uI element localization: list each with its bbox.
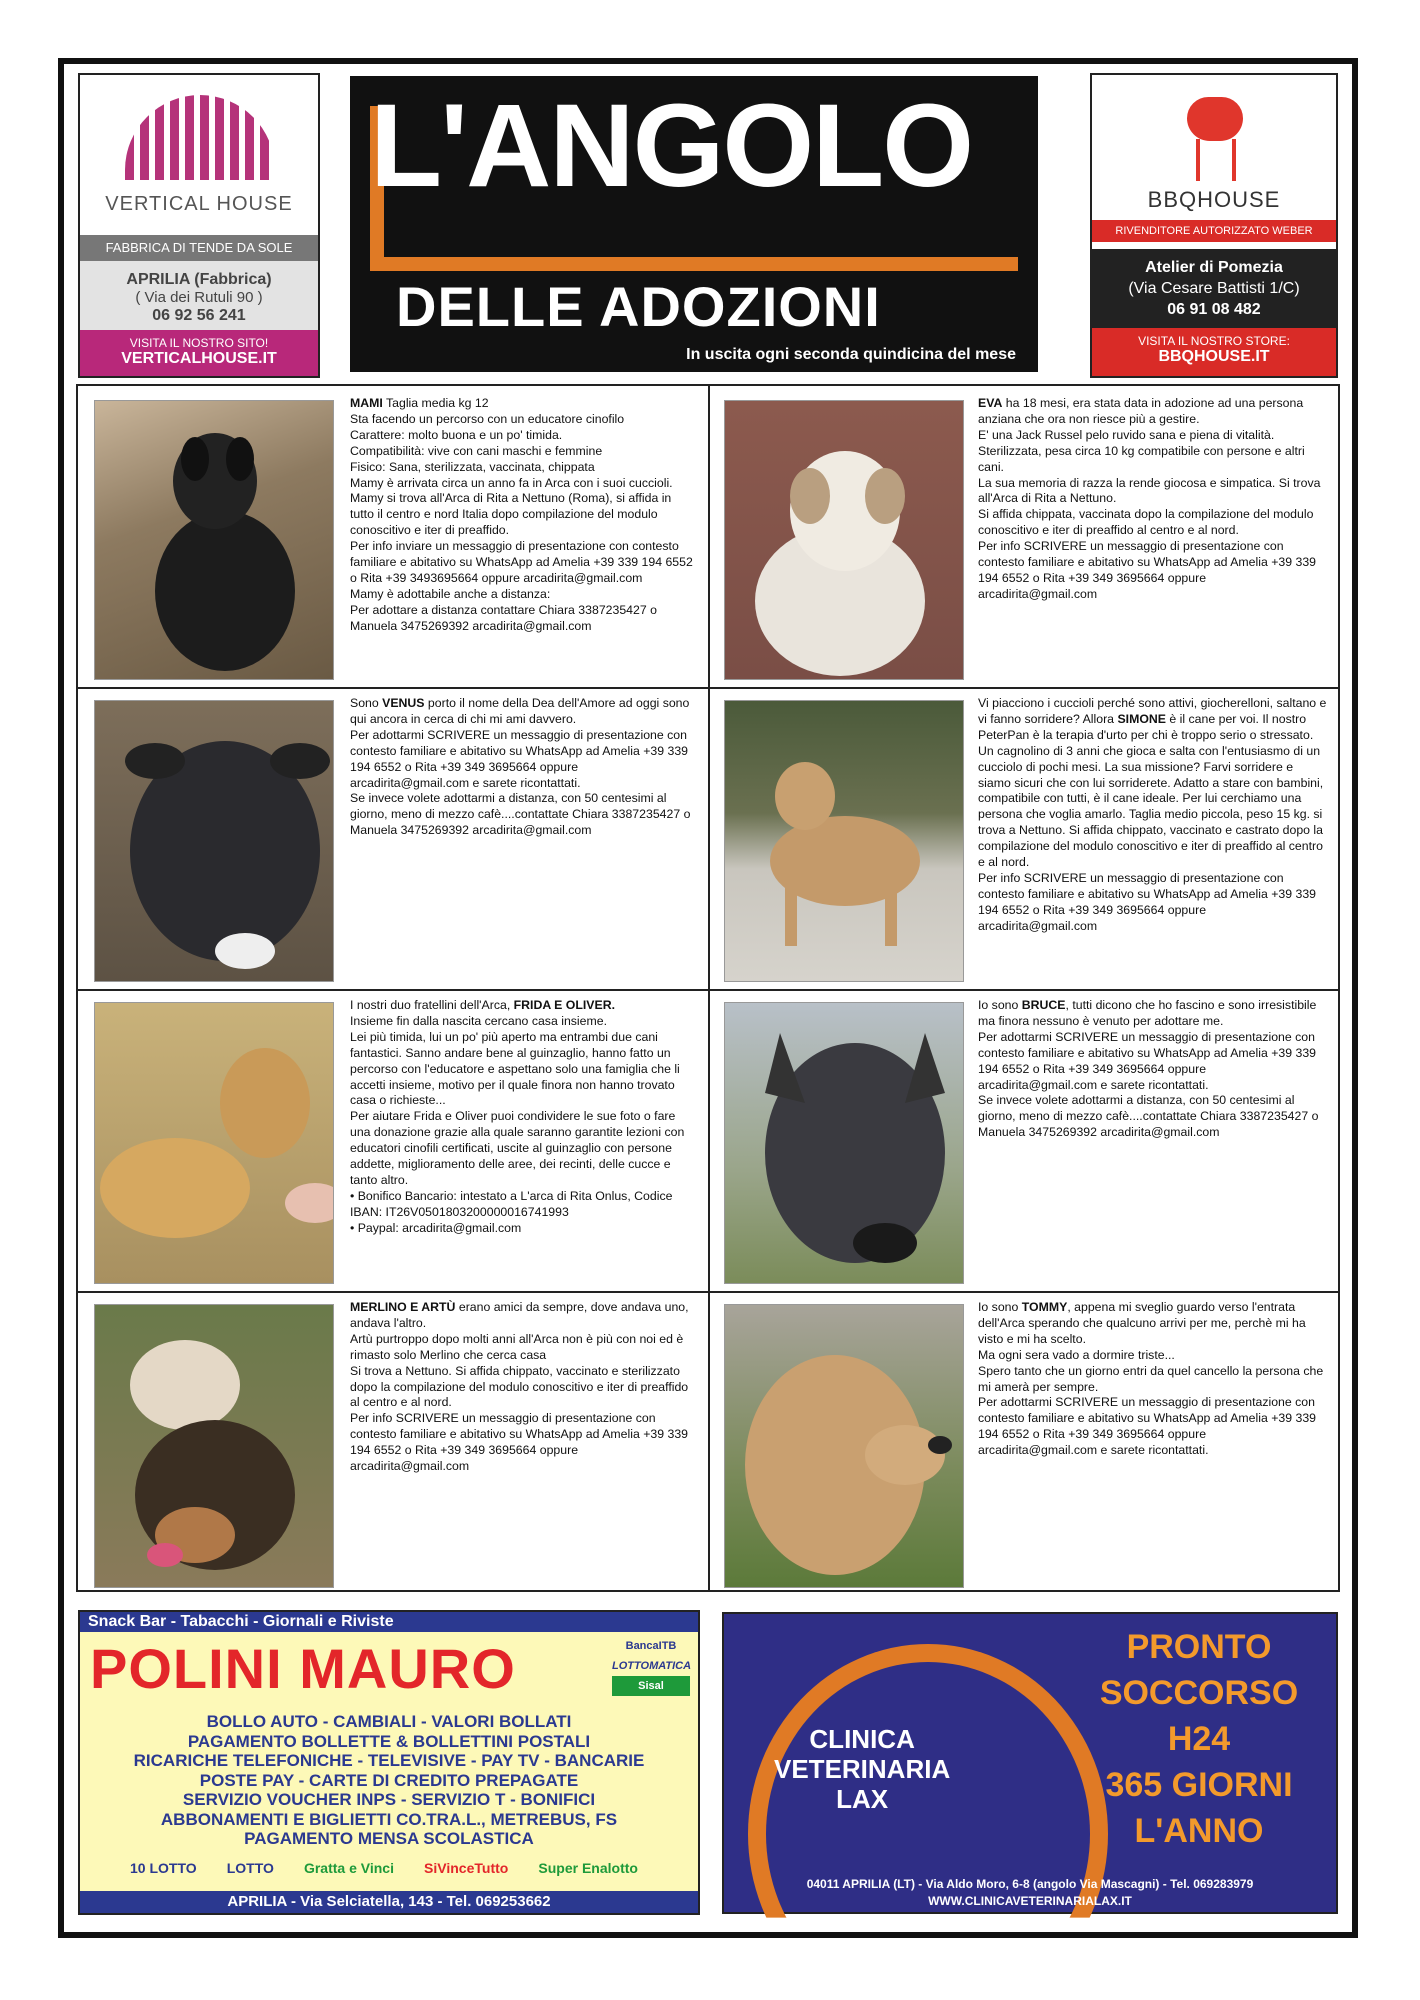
polini-side-logos	[612, 1636, 690, 1696]
bbq-street: (Via Cesare Battisti 1/C)	[1128, 280, 1300, 297]
vertical-house-phone: 06 92 56 241	[152, 307, 246, 324]
dog-photo-simone	[724, 700, 964, 982]
dog-desc-frida-oliver: Insieme fin dalla nascita cercano casa insieme. Lei più timida, lui un po' più aperto ma entrambi due cani fantastici. Sanno andare bene al guinzaglio, hanno fatto un percorso con l'educatore e aspettano solo una famiglia che li accetti insieme, motivo per il quale finora non hanno trovato casa o richieste... Per aiutare Frida e Oliver puoi condividere le sue foto o fare una donazione grazie alla quale saranno garantite lezioni con educatori cinofili certificati, uscite al guinzaglio con persone addette, miglioramento delle aree, dei recinti, delle cucce e tanto altro. • Bonifico Bancario: intestato a L'arca di Rita Onlus, Codice IBAN: IT26V0501803200000016741993 • Paypal: arcadirita@gmail.com	[350, 1013, 685, 1235]
clinic-address-block	[724, 1876, 1336, 1910]
polini-bar: Snack Bar - Tabacchi - Giornali e Riviste	[80, 1612, 698, 1632]
dog-photo-frida-oliver	[94, 1002, 334, 1284]
bbq-tag: RIVENDITORE AUTORIZZATO WEBER	[1092, 220, 1336, 242]
dog-desc-tommy: , appena mi sveglio guardo verso l'entrata dell'Arca sperando che qualcuno arrivi per me, perchè mi ha visto e mi ha scelto. Ma ogni sera vado a dormire triste... Spero tanto che un giorno entri da quel cancello la persona che mi amerà per sempre. Per adottarmi SCRIVERE un messaggio di presentazione con contesto familiare e abitativo su WhatsApp ad Amelia +39 339 194 6552 o Rita +39 349 3695664 oppure arcadirita@gmail.com e sarete ricontattati.	[978, 1300, 1324, 1458]
pronto-line: H24	[1167, 1720, 1231, 1758]
bancaitb-logo: BancaITB	[625, 1640, 677, 1652]
grill-icon	[1187, 97, 1243, 141]
dog-pre-venus: Sono	[350, 696, 383, 710]
service-line: POSTE PAY - CARTE DI CREDITO PREPAGATE	[199, 1770, 579, 1790]
dog-name-frida-oliver: FRIDA E OLIVER.	[513, 998, 615, 1012]
service-line: PAGAMENTO MENSA SCOLASTICA	[244, 1829, 534, 1848]
bbq-visit-label: VISITA IL NOSTRO STORE:	[1138, 334, 1290, 348]
dog-text-bruce	[978, 998, 1328, 1141]
masthead-tagline: In uscita ogni seconda quindicina del mese	[686, 346, 1016, 363]
grid-divider	[78, 1291, 1338, 1293]
dog-name-bruce: BRUCE	[1021, 998, 1066, 1012]
dog-text-tommy	[978, 1300, 1328, 1459]
dog-name-mami: MAMI	[350, 396, 383, 410]
dog-name-merlino-artu: MERLINO E ARTÙ	[350, 1300, 456, 1314]
polini-game-logos	[130, 1860, 638, 1876]
vertical-house-info	[80, 261, 318, 333]
lotto10-logo: 10 LOTTO	[130, 1860, 197, 1876]
pronto-soccorso	[1074, 1624, 1324, 1854]
dog-pre-bruce: Io sono	[978, 998, 1022, 1012]
dog-desc-merlino-artu: erano amici da sempre, dove andava uno, andava l'altro. Artù purtroppo dopo molti anni all'Arca non è più con noi ed è rimasto solo Merlino che cerca casa Si trova a Nettuno. Si affida chippato, vaccinato e sterilizzato dopo la compilazione del modulo conoscitivo e iter di preaffido al centro e al nord. Per info SCRIVERE un messaggio di presentazione con contesto familiare e abitativo su WhatsApp ad Amelia +39 339 194 6552 o Rita +39 349 3695664 oppure arcadirita@gmail.com	[350, 1300, 689, 1474]
vertical-house-street: ( Via dei Rutuli 90 )	[135, 289, 263, 306]
adoption-grid	[76, 384, 1340, 1592]
polini-services	[80, 1712, 698, 1849]
bbq-visit[interactable]	[1092, 328, 1336, 376]
dog-desc-mami: Taglia media kg 12 Sta facendo un percorso con un educatore cinofilo Carattere: molto buona e un po' timida. Compatibilità: vive con cani maschi e femmine Fisico: Sana, sterilizzata, vaccinata, chippata Mamy è arrivata circa un anno fa in Arca con i suoi cuccioli. Mamy si trova all'Arca di Rita a Nettuno (Roma), si affida in tutto il centro e nord Italia dopo compilazione del modulo conoscitivo e iter di preaffido. Per info inviare un messaggio di presentazione con contesto familiare e abitativo su WhatsApp ad Amelia +39 339 194 6552 o Rita +39 3493695664 oppure arcadirita@gmail.com Mamy è adottabile anche a distanza: Per adottare a distanza contattare Chiara 3387235427 o Manuela 3475269392 arcadirita@gmail.com	[350, 396, 693, 633]
service-line: RICARICHE TELEFONICHE - TELEVISIVE - PAY TV - BANCARIE	[133, 1751, 645, 1770]
dog-text-simone	[978, 696, 1328, 935]
clinic-arc-logo	[748, 1644, 1108, 2000]
grid-divider	[78, 687, 1338, 689]
vertical-house-ad[interactable]	[78, 73, 320, 378]
clinic-address: 04011 APRILIA (LT) - Via Aldo Moro, 6-8 (angolo Via Mascagni) - Tel. 069283979	[806, 1877, 1254, 1891]
dog-name-eva: EVA	[978, 396, 1003, 410]
awning-icon	[125, 95, 275, 180]
vertical-house-tag: FABBRICA DI TENDE DA SOLE	[80, 235, 318, 261]
dog-photo-mami	[94, 400, 334, 680]
dog-photo-tommy	[724, 1304, 964, 1588]
dog-photo-venus	[94, 700, 334, 982]
bbq-phone: 06 91 08 482	[1167, 301, 1261, 318]
clinic-name	[774, 1724, 950, 1814]
lottomatica-logo: LOTTOMATICA	[612, 1660, 692, 1672]
sisal-logo: Sisal	[612, 1676, 690, 1696]
dog-desc-bruce: , tutti dicono che ho fascino e sono irresistibile ma finora nessuno è venuto per adottare me. Per adottarmi SCRIVERE un messaggio di presentazione con contesto familiare e abitativo su WhatsApp ad Amelia +39 339 194 6552 o Rita +39 349 3695664 oppure arcadirita@gmail.com e sarete ricontattati. Se invece volete adottarmi a distanza, con 50 centesimi al giorno, meno di mezzo cafè....contattate Chiara 3387235427 o Manuela 3475269392 arcadirita@gmail.com	[978, 998, 1319, 1140]
bbq-house-ad[interactable]	[1090, 73, 1338, 378]
masthead-subtitle: DELLE ADOZIONI	[396, 275, 881, 338]
dog-photo-merlino-artu	[94, 1304, 334, 1588]
masthead	[350, 76, 1038, 372]
grill-leg	[1232, 139, 1236, 181]
clinic-name-line: CLINICA	[809, 1724, 915, 1754]
masthead-accent-horizontal	[370, 257, 1018, 271]
dog-text-venus	[350, 696, 695, 839]
dog-pre-tommy: Io sono	[978, 1300, 1022, 1314]
clinica-lax-ad[interactable]	[722, 1612, 1338, 1914]
dog-name-tommy: TOMMY	[1021, 1300, 1068, 1314]
dog-photo-bruce	[724, 1002, 964, 1284]
clinic-name-line: VETERINARIA	[774, 1754, 951, 1784]
pronto-line: 365 GIORNI	[1105, 1766, 1293, 1804]
bbq-atelier: Atelier di Pomezia	[1145, 259, 1283, 276]
lotto-logo: LOTTO	[226, 1860, 274, 1876]
vertical-house-city: APRILIA (Fabbrica)	[126, 271, 272, 288]
dog-photo-eva	[724, 400, 964, 680]
bbq-site[interactable]: BBQHOUSE.IT	[1158, 348, 1270, 365]
clinic-site[interactable]: WWW.CLINICAVETERINARIALAX.IT	[928, 1894, 1132, 1908]
pronto-line: PRONTO	[1126, 1628, 1272, 1666]
bbq-brand: BBQHOUSE	[1147, 187, 1281, 212]
polini-name: POLINI MAURO	[90, 1637, 516, 1700]
grill-leg	[1196, 139, 1200, 181]
dog-pre-frida-oliver: I nostri duo fratellini dell'Arca,	[350, 998, 514, 1012]
dog-pre-simone: Vi piacciono i cuccioli perché sono attivi, giocherelloni, saltano e vi fanno sorridere? Allora	[978, 696, 1327, 726]
pronto-line: SOCCORSO	[1099, 1674, 1299, 1712]
dog-desc-venus: porto il nome della Dea dell'Amore ad oggi sono qui ancora in cerca di chi mi ami davvero. Per adottarmi SCRIVERE un messaggio di presentazione con contesto familiare e abitativo su WhatsApp ad Amelia +39 339 194 6552 o Rita +39 349 3695664 oppure arcadirita@gmail.com e sarete ricontattati. Se invece volete adottarmi a distanza, con 50 centesimi al giorno, meno di mezzo cafè....contattate Chiara 3387235427 o Manuela 3475269392 arcadirita@gmail.com	[350, 696, 691, 838]
dog-text-eva	[978, 396, 1328, 603]
polini-footer: APRILIA - Via Selciatella, 143 - Tel. 069253662	[80, 1891, 698, 1913]
service-line: PAGAMENTO BOLLETTE & BOLLETTINI POSTALI	[187, 1731, 591, 1751]
dog-text-frida-oliver	[350, 998, 695, 1237]
pronto-line: L'ANNO	[1134, 1812, 1264, 1850]
grid-divider	[78, 989, 1338, 991]
vertical-house-brand: VERTICAL HOUSE	[105, 193, 293, 215]
vertical-house-visit-label: VISITA IL NOSTRO SITO!	[129, 336, 269, 350]
dog-name-venus: VENUS	[382, 696, 425, 710]
dog-desc-simone: è il cane per voi. Il nostro PeterPan è la terapia d'urto per chi è troppo serio o stressato. Un cagnolino di 3 anni che gioca e salta con l'entusiasmo di un cucciolo di pochi mesi. La sua missione? Farvi sorridere e siamo sicuri che con lui sorriderete. Adatto a stare con bambini, compatibile con tutti, è il cane ideale. Per lui cerchiamo una persona che voglia amarlo. Taglia medio piccola, peso 15 kg. si trova a Nettuno. Si affida chippato, vaccinato e castrato dopo la compilazione del modulo conoscitivo e iter di preaffido al centro e al nord. Per info SCRIVERE un messaggio di presentazione con contesto familiare e abitativo su WhatsApp ad Amelia +39 339 194 6552 o Rita +39 349 3695664 oppure arcadirita@gmail.com	[978, 711, 1324, 933]
dog-text-merlino-artu	[350, 1300, 695, 1475]
clinic-name-line: LAX	[836, 1784, 889, 1814]
bbq-info	[1092, 249, 1336, 329]
vertical-house-site[interactable]: VERTICALHOUSE.IT	[121, 350, 277, 367]
dog-text-mami	[350, 396, 695, 635]
sivincetutto-logo: SiVinceTutto	[424, 1860, 509, 1876]
masthead-title: L'ANGOLO	[370, 80, 973, 212]
superenalotto-logo: Super Enalotto	[538, 1860, 638, 1876]
vertical-house-logo	[80, 75, 318, 235]
service-line: ABBONAMENTI E BIGLIETTI CO.TRA.L., METREBUS, FS	[160, 1809, 618, 1829]
grid-divider	[708, 386, 710, 1590]
service-line: SERVIZIO VOUCHER INPS - SERVIZIO T - BONIFICI	[182, 1790, 596, 1809]
dog-desc-eva: ha 18 mesi, era stata data in adozione ad una persona anziana che ora non riesce più a gestire. E' una Jack Russel pelo ruvido sana e piena di vitalità. Sterilizzata, pesa circa 10 kg compatibile con persone e altri cani. La sua memoria di razza la rende giocosa e simpatica. Si trova all'Arca di Rita a Nettuno. Si affida chippata, vaccinata dopo la compilazione del modulo conoscitivo e iter di preaffido al centro e al nord. Per info SCRIVERE un messaggio di presentazione con contesto familiare e abitativo su WhatsApp ad Amelia +39 339 194 6552 o Rita +39 349 3695664 oppure arcadirita@gmail.com	[978, 396, 1321, 601]
gratta-vinci-logo: Gratta e Vinci	[303, 1860, 394, 1876]
service-line: BOLLO AUTO - CAMBIALI - VALORI BOLLATI	[206, 1712, 572, 1731]
polini-mauro-ad[interactable]	[78, 1610, 700, 1915]
vertical-house-visit[interactable]	[80, 330, 318, 376]
dog-name-simone: SIMONE	[1117, 711, 1166, 726]
